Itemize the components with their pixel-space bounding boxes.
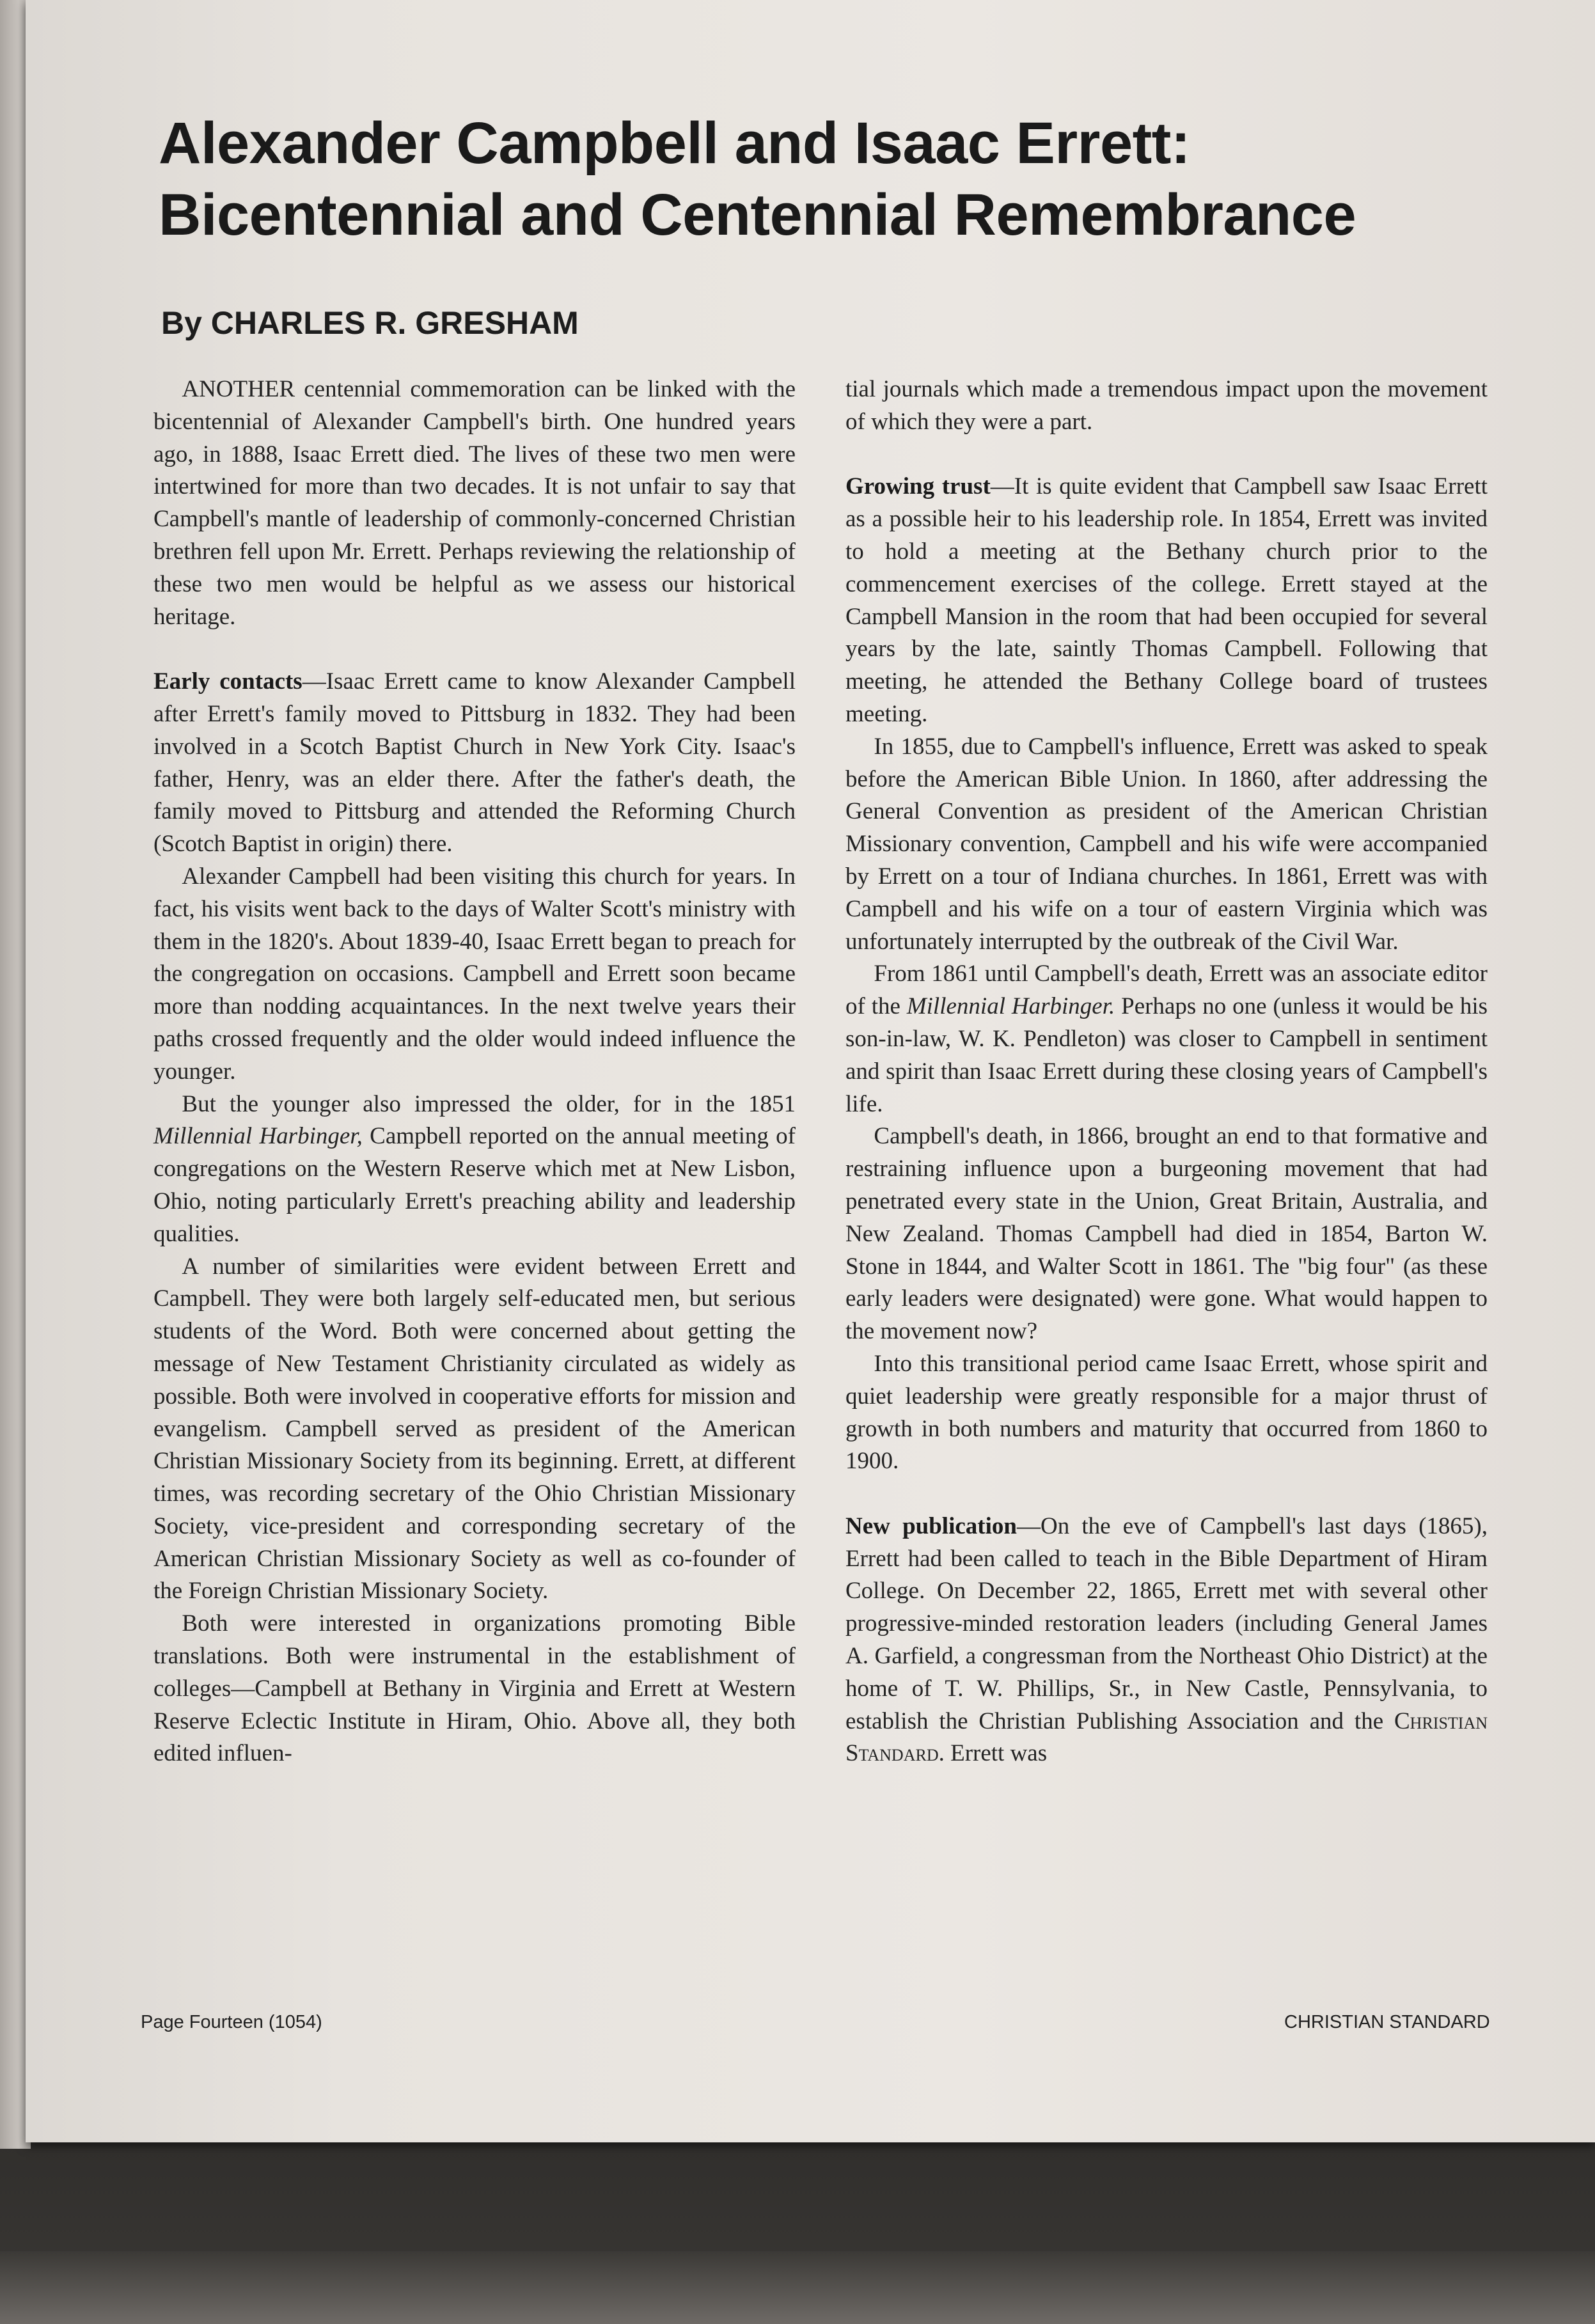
magazine-page — [26, 0, 1595, 2142]
associate-editor-paragraph — [845, 958, 1488, 1120]
subhead-new-publication: New publication — [845, 1512, 1017, 1539]
author-byline: By CHARLES R. GRESHAM — [161, 305, 579, 341]
intro-paragraph — [153, 373, 796, 633]
harbinger-title: Millennial Harbinger. — [906, 993, 1115, 1020]
headline-line-1: Alexander Campbell and Isaac Errett: — [159, 111, 1191, 176]
early-contacts-text: —Isaac Errett came to know Alexander Campbell after Errett's family moved to Pittsburg in 1832. They had been involved in a Scotch Baptist Church in New York City. Isaac's father, Henry, was an elder there. After the father's death, the family moved to Pittsburg and attended the Reforming Church (Scotch Baptist in origin) there. — [153, 668, 796, 858]
body-paragraph: Alexander Campbell had been visiting this church for years. In fact, his visits went back to the days of Walter Scott's ministry with them in the 1820's. About 1839-40, Isaac Errett began to preach for the congregation on occasions. Campbell and Errett soon became more than nodding acquaintances. In the next twelve years their paths crossed frequently and the older would indeed influence the younger. — [153, 863, 796, 1085]
associate-editor-text-b: Perhaps no one (unless it would be his son-in-law, W. K. Pendleton) was closer to Campbell in sentiment and spirit than Isaac Errett during these closing years of Campbell's life. — [845, 993, 1488, 1117]
body-paragraph: A number of similarities were evident between Errett and Campbell. They were both largely self-educated men, but serious students of the Word. Both were concerned about getting the message of New Testament Christianity circulated as widely as possible. Both were involved in cooperative efforts for mission and evangelism. Campbell served as president of the American Christian Missionary Society from its beginning. Errett, at different times, was recording secretary of the Ohio Christian Missionary Society, vice-president and corresponding secretary of the American Christian Missionary Society as well as co-founder of the Foreign Christian Missionary Society. — [153, 1253, 796, 1605]
right-column — [845, 373, 1488, 1770]
body-paragraph: In 1855, due to Campbell's influence, Errett was asked to speak before the American Bible Union. In 1860, after addressing the General Convention as president of the American Christian Missionary convention, Campbell and his wife were accompanied by Errett on a tour of Indiana churches. In 1861, Errett was with Campbell and his wife on a tour of eastern Virginia which was unfortunately interrupted by the outbreak of the Civil War. — [845, 733, 1488, 955]
intro-lead-word: ANOTHER — [182, 376, 295, 402]
growing-trust-paragraph — [845, 471, 1488, 730]
continued-paragraph: tial journals which made a tremendous impact upon the movement of which they were a part. — [845, 376, 1488, 435]
body-paragraph: Into this transitional period came Isaac Errett, whose spirit and quiet leadership were greatly responsible for a major thrust of growth in both numbers and maturity that occurred from 1860 to 1900. — [845, 1350, 1488, 1475]
early-contacts-paragraph — [153, 666, 796, 861]
harbinger-title: Millennial Harbinger, — [153, 1123, 363, 1150]
harbinger-text-a: But the younger also impressed the older, for in the 1851 — [182, 1090, 796, 1117]
harbinger-text-b: Campbell reported on the annual meeting of congregations on the Western Reserve which met at New Lisbon, Ohio, noting particularly Errett's preaching ability and leadership qualities. — [153, 1123, 796, 1247]
page-folio: Page Fourteen (1054) — [141, 2012, 322, 2032]
body-paragraph: Campbell's death, in 1866, brought an end to that formative and restraining influence upon a burgeoning movement that had penetrated every state in the Union, Great Britain, Australia, and New Zealand. Thomas Campbell had died in 1854, Barton W. Stone in 1844, and Walter Scott in 1861. The "big four" (as these early leaders were designated) were gone. What would happen to the movement now? — [845, 1123, 1488, 1345]
harbinger-paragraph — [153, 1088, 796, 1251]
new-publication-paragraph — [845, 1511, 1488, 1770]
growing-trust-text: —It is quite evident that Campbell saw Isaac Errett as a possible heir to his leadership role. In 1854, Errett was invited to hold a meeting at the Bethany church prior to the commencement exercises of the college. Errett stayed at the Campbell Mansion in the room that had been occupied for several years by the late, saintly Thomas Campbell. Following that meeting, he attended the Bethany College board of trustees meeting. — [845, 473, 1488, 727]
headline-line-2: Bicentennial and Centennial Remembrance — [159, 182, 1356, 247]
new-publication-text-b: . Errett was — [938, 1740, 1048, 1767]
publication-footer: CHRISTIAN STANDARD — [1284, 2012, 1490, 2032]
article-headline — [159, 107, 1566, 251]
subhead-growing-trust: Growing trust — [845, 473, 991, 500]
table-surface — [0, 2251, 1595, 2324]
associate-editor-text-a: From 1861 until Campbell's death, Errett was an associate editor of the — [845, 961, 1488, 1020]
new-publication-text-a: —On the eve of Campbell's last days (1865), Errett had been called to teach in the Bible Department of Hiram College. On December 22, 1865, Errett met with several other progressive-minded restoration leaders (including General James A. Garfield, a congressman from the Northeast Ohio District) at the home of T. W. Phillips, Sr., in New Castle, Pennsylvania, to establish the Christian Publishing Association and the — [845, 1512, 1488, 1734]
publication-name: Christian Standard — [845, 1708, 1488, 1767]
intro-text: centennial commemoration can be linked with the bicentennial of Alexander Campbell's birth. One hundred years ago, in 1888, Isaac Errett died. The lives of these two men were intertwined for more than two decades. It is not unfair to say that Campbell's mantle of leadership of commonly-concerned Christian brethren fell upon Mr. Errett. Perhaps reviewing the relationship of these two men would be helpful as we assess our historical heritage. — [153, 376, 796, 630]
left-column — [153, 373, 796, 1770]
subhead-early-contacts: Early contacts — [153, 668, 302, 695]
body-paragraph: Both were interested in organizations promoting Bible translations. Both were instrumental in the establishment of colleges—Campbell at Bethany in Virginia and Errett at Western Reserve Eclectic Institute in Hiram, Ohio. Above all, they both edited influen- — [153, 1610, 796, 1767]
